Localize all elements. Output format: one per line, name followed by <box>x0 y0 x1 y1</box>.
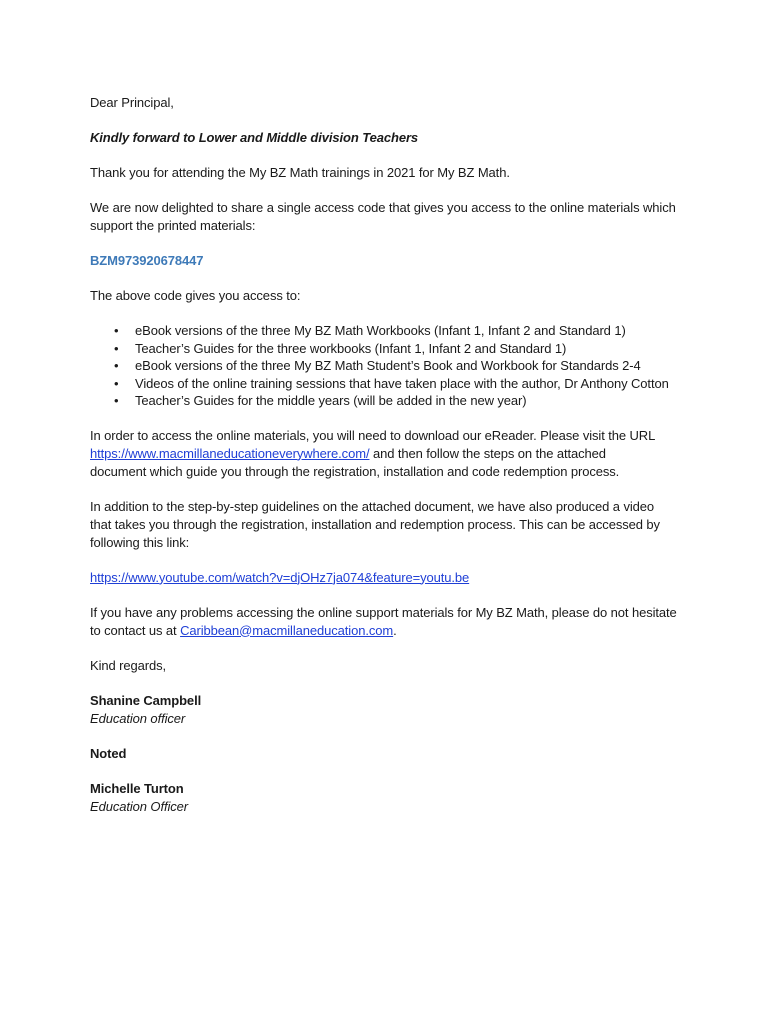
video-line-2: that takes you through the registration, installation and redemption process. This can be accessed by <box>90 516 660 532</box>
list-item: • Videos of the online training sessions that have taken place with the author, Dr Anthony Cotton <box>114 375 708 393</box>
salutation: Dear Principal, <box>90 95 174 110</box>
noted-label: Noted <box>90 745 127 761</box>
list-item: • Teacher’s Guides for the three workbooks (Infant 1, Infant 2 and Standard 1) <box>114 340 708 358</box>
forward-note: Kindly forward to Lower and Middle division Teachers <box>90 130 419 145</box>
signer-2-title: Education Officer <box>90 798 189 814</box>
signer-2-name: Michelle Turton <box>90 780 184 796</box>
access-line-2 <box>90 445 708 463</box>
video-link[interactable]: https://www.youtube.com/watch?v=djOHz7ja074&feature=youtu.be <box>90 569 470 585</box>
access-line-2-rest: and then follow the steps on the attached <box>369 445 606 461</box>
ereader-link[interactable]: https://www.macmillaneducationeverywhere.com/ <box>90 445 370 461</box>
signature-block-1 <box>90 692 708 728</box>
access-paragraph <box>90 427 708 481</box>
problems-line-2 <box>90 622 708 640</box>
problems-line-1: If you have any problems accessing the online support materials for My BZ Math, please do not hesitate <box>90 604 677 620</box>
signer-1-title: Education officer <box>90 710 186 726</box>
video-paragraph <box>90 498 708 552</box>
video-line-1: In addition to the step-by-step guidelines on the attached document, we have also produced a video <box>90 498 655 514</box>
intro-line-2: support the printed materials: <box>90 218 256 233</box>
code-gives-heading: The above code gives you access to: <box>90 288 301 303</box>
signer-1-name: Shanine Campbell <box>90 692 202 708</box>
list-item: • eBook versions of the three My BZ Math Workbooks (Infant 1, Infant 2 and Standard 1) <box>114 322 708 340</box>
access-list <box>90 322 708 410</box>
closing: Kind regards, <box>90 657 167 673</box>
intro-paragraph <box>90 199 708 235</box>
video-link-line <box>90 569 708 587</box>
contact-email-link[interactable]: Caribbean@macmillaneducation.com <box>180 622 394 638</box>
access-code: BZM973920678447 <box>90 253 204 268</box>
problems-line-2-post: . <box>393 622 397 638</box>
video-line-3: following this link: <box>90 534 190 550</box>
intro-line-1: We are now delighted to share a single access code that gives you access to the online materials which <box>90 200 676 215</box>
signature-block-2 <box>90 780 708 816</box>
thanks-paragraph: Thank you for attending the My BZ Math trainings in 2021 for My BZ Math. <box>90 165 510 180</box>
problems-line-2-pre: to contact us at <box>90 622 181 638</box>
access-line-3: document which guide you through the registration, installation and code redemption process. <box>90 463 620 479</box>
list-item: • eBook versions of the three My BZ Math Student’s Book and Workbook for Standards 2-4 <box>114 357 708 375</box>
access-line-1: In order to access the online materials, you will need to download our eReader. Please visit the URL <box>90 427 656 443</box>
problems-paragraph <box>90 604 708 640</box>
list-item: • Teacher’s Guides for the middle years (will be added in the new year) <box>114 392 708 410</box>
